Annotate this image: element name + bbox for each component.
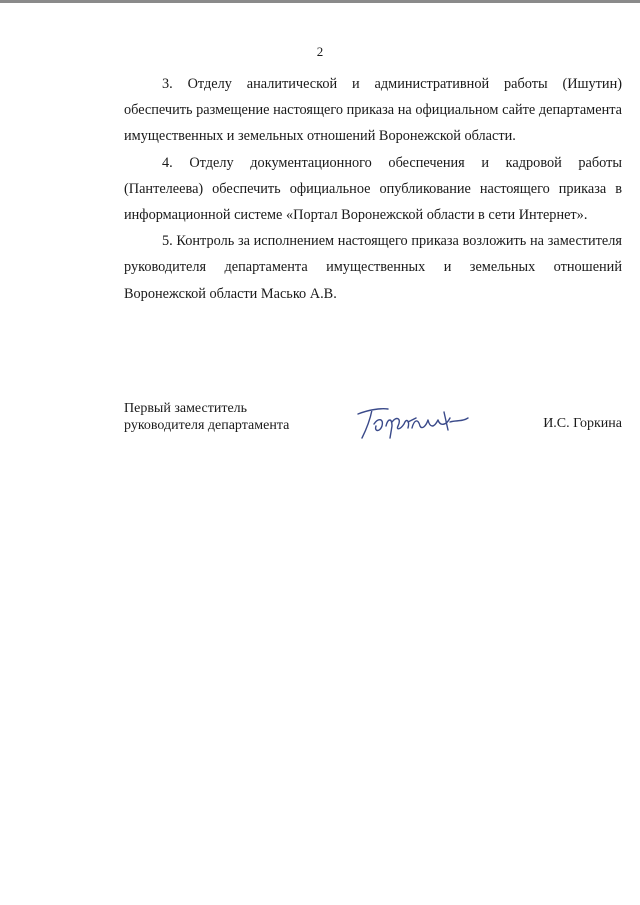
signatory-position-line1: Первый заместитель <box>124 401 248 416</box>
document-body <box>124 71 622 307</box>
paragraph-5: 5. Контроль за исполнением настоящего приказа возложить на заместителя руководителя департамента имущественных и земельных отношений Воронежской области Масько А.В. <box>124 233 622 302</box>
handwritten-signature <box>352 400 472 444</box>
signatory-position-line2: руководителя департамента <box>124 418 290 433</box>
top-border <box>0 0 640 3</box>
paragraph-4: 4. Отделу документационного обеспечения и кадровой работы (Пантелеева) обеспечить официальное опубликование настоящего приказа в информационной системе «Портал Воронежской области в сети Интернет». <box>124 154 622 224</box>
signatory-position <box>124 400 289 434</box>
page-number: 2 <box>316 44 324 59</box>
paragraph-3: 3. Отделу аналитической и административной работы (Ишутин) обеспечить размещение настоящего приказа на официальном сайте департамента имущественных и земельных отношений Воронежской области. <box>124 76 622 145</box>
signatory-name: И.С. Горкина <box>543 416 622 431</box>
